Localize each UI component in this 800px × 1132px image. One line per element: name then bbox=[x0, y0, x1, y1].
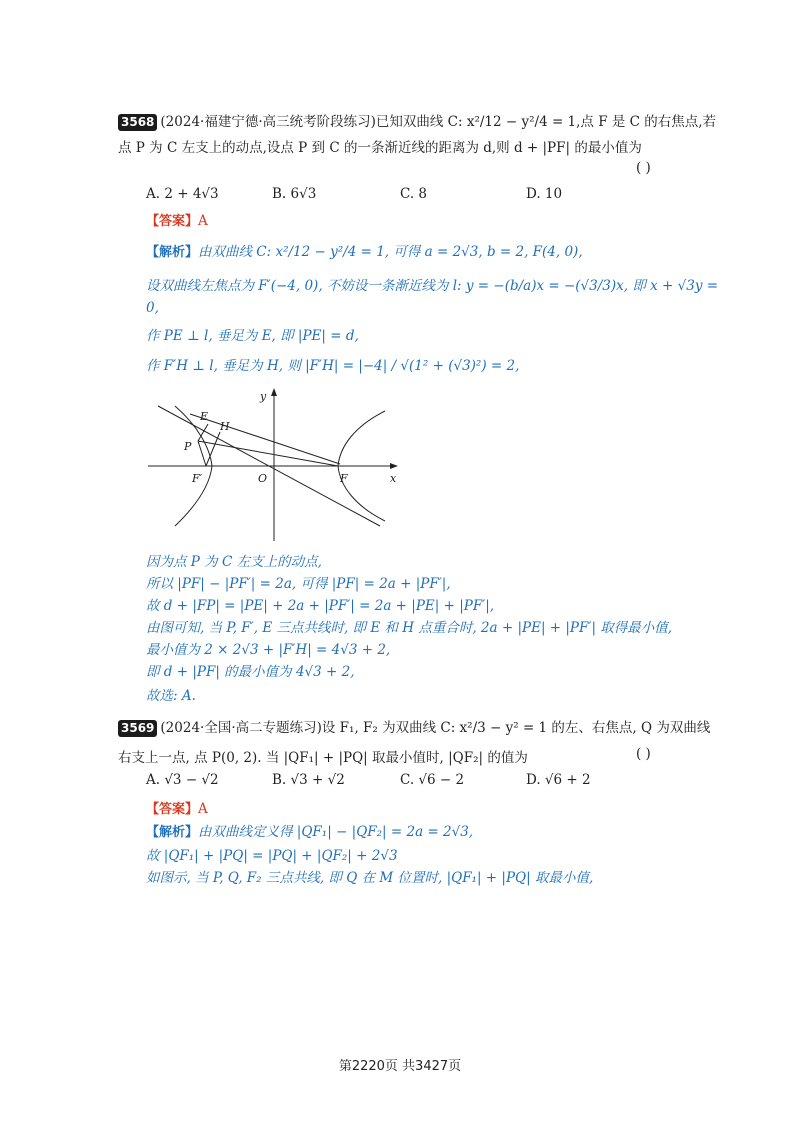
solution-line-6: 因为点 P 为 C 左支上的动点, bbox=[146, 554, 322, 570]
solution-line-4: 作 PE ⊥ l, 垂足为 E, 即 |PE| = d, bbox=[146, 328, 359, 344]
problem-3569-stem-line2: 右支上一点, 点 P(0, 2). 当 |QF₁| + |PQ| 取最小值时, |QF₂| 的值为 bbox=[118, 750, 528, 766]
problem-stem-text: (2024·福建宁德·高三统考阶段练习)已知双曲线 C: x²/12 − y²/4 = 1,点 F 是 C 的右焦点,若 bbox=[160, 114, 717, 130]
answer-line bbox=[146, 798, 208, 817]
label-E: E bbox=[200, 410, 209, 423]
option-c: C. √6 − 2 bbox=[400, 772, 465, 788]
solution-line-1: 【解析】由双曲线 C: x²/12 − y²/4 = 1, 可得 a = 2√3, b = 2, F(4, 0), bbox=[146, 244, 583, 260]
hyperbola-figure bbox=[140, 386, 405, 546]
label-x: x bbox=[390, 472, 397, 485]
answer-line bbox=[146, 210, 208, 229]
label-P: P bbox=[184, 440, 192, 453]
answer-paren: ( ) bbox=[636, 746, 651, 762]
option-d: D. √6 + 2 bbox=[526, 772, 591, 788]
solution-line-1: 【解析】由双曲线定义得 |QF₁| − |QF₂| = 2a = 2√3, bbox=[146, 824, 474, 840]
option-d: D. 10 bbox=[526, 186, 563, 202]
answer-value: A bbox=[198, 801, 208, 817]
solution-line-12: 故选: A. bbox=[146, 688, 196, 704]
solution-line-7: 所以 |PF| − |PF′| = 2a, 可得 |PF| = 2a + |PF′|, bbox=[146, 576, 451, 592]
answer-paren: ( ) bbox=[636, 160, 651, 176]
option-c: C. 8 bbox=[400, 186, 428, 202]
solution-tag: 【解析】 bbox=[146, 825, 199, 840]
solution-line-10: 最小值为 2 × 2√3 + |F′H| = 4√3 + 2, bbox=[146, 642, 391, 658]
answer-tag: 【答案】 bbox=[146, 214, 199, 229]
option-b: B. 6√3 bbox=[272, 186, 317, 202]
solution-line-3: 0, bbox=[146, 300, 159, 316]
label-H: H bbox=[220, 420, 230, 433]
solution-line-11: 即 d + |PF| 的最小值为 4√3 + 2, bbox=[146, 664, 355, 680]
page-footer: 第2220页 共3427页 bbox=[338, 1059, 462, 1074]
answer-tag: 【答案】 bbox=[146, 802, 199, 817]
label-Fprime: F′ bbox=[192, 472, 203, 485]
problem-stem-text: (2024·全国·高二专题练习)设 F₁, F₂ 为双曲线 C: x²/3 − y² = 1 的左、右焦点, Q 为双曲线 bbox=[160, 720, 711, 736]
label-F: F bbox=[340, 472, 348, 485]
solution-line-3: 如图示, 当 P, Q, F₂ 三点共线, 即 Q 在 M 位置时, |QF₁| + |PQ| 取最小值, bbox=[146, 870, 594, 886]
solution-tag: 【解析】 bbox=[146, 245, 199, 260]
answer-value: A bbox=[198, 213, 208, 229]
problem-number-badge: 3569 bbox=[118, 720, 157, 737]
label-O: O bbox=[258, 472, 268, 485]
option-a: A. 2 + 4√3 bbox=[146, 186, 219, 202]
problem-3569-stem-line1 bbox=[118, 716, 710, 737]
solution-line-5: 作 F′H ⊥ l, 垂足为 H, 则 |F′H| = |−4| / √(1² + (√3)²) = 2, bbox=[146, 358, 520, 374]
problem-3568-stem-line1 bbox=[118, 110, 716, 131]
label-y: y bbox=[260, 390, 267, 403]
solution-line-9: 由图可知, 当 P, F′, E 三点共线时, 即 E 和 H 点重合时, 2a + |PE| + |PF′| 取得最小值, bbox=[146, 620, 673, 636]
option-b: B. √3 + √2 bbox=[272, 772, 345, 788]
solution-line-2: 设双曲线左焦点为 F′(−4, 0), 不妨设一条渐近线为 l: y = −(b/a)x = −(√3/3)x, 即 x + √3y = bbox=[146, 278, 719, 294]
problem-3568-stem-line2: 点 P 为 C 左支上的动点,设点 P 到 C 的一条渐近线的距离为 d,则 d + |PF| 的最小值为 bbox=[118, 140, 642, 156]
solution-line-8: 故 d + |FP| = |PE| + 2a + |PF′| = 2a + |PE| + |PF′|, bbox=[146, 598, 495, 614]
solution-line-2: 故 |QF₁| + |PQ| = |PQ| + |QF₂| + 2√3 bbox=[146, 848, 398, 864]
problem-number-badge: 3568 bbox=[118, 114, 157, 131]
option-a: A. √3 − √2 bbox=[146, 772, 219, 788]
